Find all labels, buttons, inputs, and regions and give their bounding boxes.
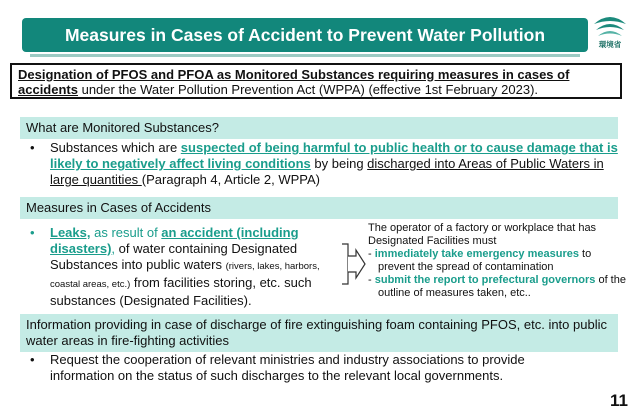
logo [592,10,628,52]
bullet-text: of water containing Designated Substances into public waters [50,241,298,272]
obligation-bold: immediately take emergency measures [374,248,579,260]
bullet-text: Request the cooperation of relevant ministries and industry associations to provide information on the status of such discharges to the relevant local governments. [50,352,525,383]
bullet-highlight: suspected of being harmful to public health or to cause damage that is likely to negatively affect living conditions [50,140,618,171]
dash: - [368,248,375,260]
bullet-text: by being [310,156,368,171]
bullet-dot: • [30,225,35,240]
bullet-dot: • [30,140,35,155]
bracket-arrow-icon [340,240,366,288]
obligation-rest: of the outline of measures taken, etc.. [378,274,626,299]
slide-title-bar [22,18,588,52]
bullet-small-text: (rivers, lakes, harbors, coastal areas, etc.) [50,261,320,290]
obligation-report [368,274,630,300]
section-heading-text: Measures in Cases of Accidents [26,200,211,215]
section-heading-monitored-substances [20,117,618,139]
section-heading-accident-measures [20,197,618,219]
bullet-leaks [30,225,348,309]
section-heading-text: What are Monitored Substances? [26,120,219,135]
operator-intro: The operator of a factory or workplace that has Designated Facilities must [368,222,597,247]
page-number: 11 [610,391,628,410]
operator-obligations [368,222,630,300]
bullet-highlight: Leaks, [50,225,91,240]
bullet-text: (Paragraph 4, Article 2, WPPA) [141,172,320,187]
designation-box [10,63,622,99]
dash: - [368,274,375,286]
bullet-dot: • [30,352,35,367]
logo-text: 環境省 [598,40,622,49]
section-heading-text: Information providing in case of discharge of fire extinguishing foam containing PFOS, etc. into public water areas in fire-fighting activities [26,317,607,348]
designation-bold: Designation of PFOS and PFOA as Monitored Substances requiring measures in cases of accidents [18,67,570,97]
bullet-teal-text: as result of [90,225,162,240]
designation-rest: under the Water Pollution Prevention Act (WPPA) (effective 1st February 2023). [77,82,539,97]
bullet-teal-text: , [111,241,116,256]
bullet-highlight: an accident (including disasters) [50,225,299,256]
bullet-text: Substances which are [50,140,181,155]
bullet-cooperation [30,352,590,384]
bullet-monitored-definition [30,140,620,188]
ministry-of-environment-logo-icon [592,10,628,40]
bullet-underline: discharged into Areas of Public Waters in large quantities [50,156,604,187]
obligation-emergency [368,248,630,274]
obligation-bold: submit the report to prefectural governors [374,274,596,286]
bullet-text: from facilities storing, etc. such substances (Designated Facilities). [50,275,312,308]
obligation-rest: to prevent the spread of contamination [378,248,592,273]
slide-title: Measures in Cases of Accident to Prevent Water Pollution [64,24,546,45]
section-heading-fire-foam [20,314,618,352]
